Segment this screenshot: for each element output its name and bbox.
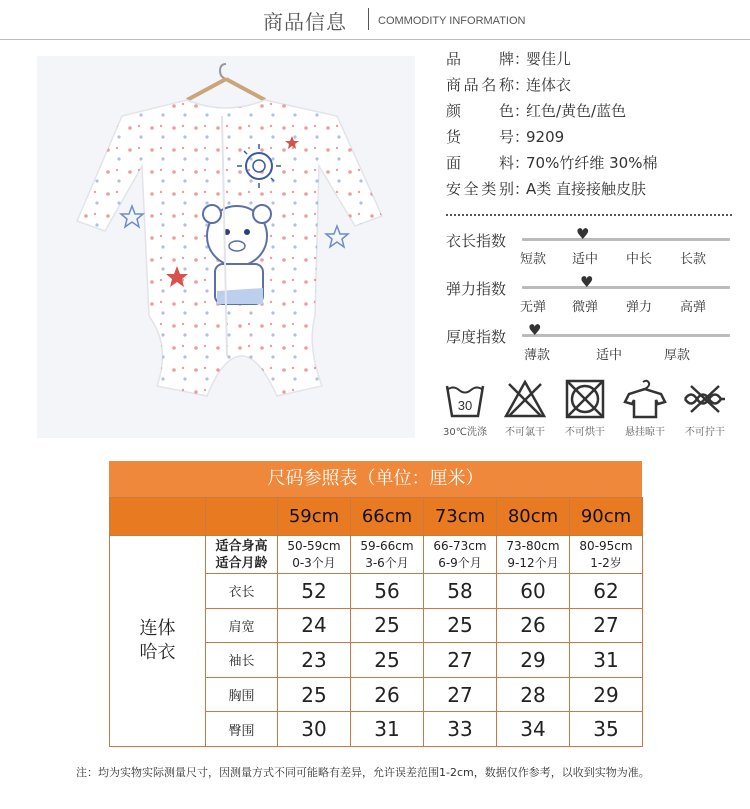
size-header-row [110,498,643,536]
age-label: 适合月龄 [215,555,268,571]
heart-icon: ♥ [528,321,542,339]
measure-value: 26 [497,608,570,643]
size-header: 90cm [570,498,643,536]
height-label: 适合身高 [215,538,268,554]
age-range: 9-12个月 [507,555,559,570]
no-tumble-dry-icon [560,378,610,438]
height-range: 66-73cm [433,538,487,553]
measure-label: 肩宽 [206,608,278,643]
info-row-safety: 安全类别：A类 直接接触皮肤 [446,180,647,198]
scale-option: 短款 [520,252,547,267]
scale-track [522,238,730,241]
measure-value: 24 [278,608,351,643]
measure-value: 28 [497,677,570,712]
measure-value: 30 [278,712,351,747]
measure-value: 23 [278,643,351,678]
info-label: 商品名称 [446,76,514,94]
scale-label: 衣长指数 [446,232,507,250]
scale-track [522,286,730,289]
length-scale [446,225,736,270]
fit-label-cell [206,536,278,574]
measure-value: 25 [351,608,424,643]
info-label: 货 号 [446,128,514,146]
scale-option: 薄款 [524,348,551,363]
elasticity-scale [446,273,736,318]
scale-option: 厚款 [664,348,691,363]
measure-value: 58 [424,574,497,609]
fit-cell [278,536,351,574]
scale-label: 厚度指数 [446,328,507,346]
care-label: 悬挂晾干 [625,427,665,438]
measure-value: 26 [351,677,424,712]
no-bleach-icon [500,378,550,438]
info-value: 9209 [526,128,565,146]
age-range: 1-2岁 [590,555,622,570]
measure-value: 27 [424,643,497,678]
measure-value: 25 [351,643,424,678]
size-table-title: 尺码参照表（单位：厘米） [109,461,642,497]
age-range: 6-9个月 [438,555,482,570]
fit-row [110,536,643,574]
measure-value: 35 [570,712,643,747]
heart-icon: ♥ [580,273,594,291]
info-value: 连体衣 [526,76,572,94]
info-row-sku: 货 号：9209 [446,128,565,146]
info-value: 红色/黄色/蓝色 [526,102,627,120]
scale-option: 微弹 [572,300,599,315]
product-type-cell [110,536,206,747]
info-label: 安全类别 [446,180,514,198]
fit-cell [497,536,570,574]
measure-value: 25 [278,677,351,712]
header-blank-cell [206,498,278,536]
size-header: 59cm [278,498,351,536]
care-label: 不可烘干 [565,427,605,438]
scale-track [522,334,730,337]
product-photo [37,56,415,438]
product-type: 连体 哈衣 [139,617,176,663]
fit-cell [424,536,497,574]
measure-value: 52 [278,574,351,609]
scale-option: 长款 [680,252,707,267]
section-title-en: COMMODITY INFORMATION [378,15,526,27]
info-row-name: 商品名称：连体衣 [446,76,572,94]
section-title-cn: 商品信息 [263,10,347,34]
measurement-note: 注：均为实物实际测量尺寸，因测量方式不同可能略有差异，允许误差范围1-2cm，数据仅作参考，以收到实物为准。 [76,766,650,779]
scale-option: 高弹 [680,300,707,315]
height-range: 80-95cm [579,538,633,553]
size-header: 73cm [424,498,497,536]
size-header: 80cm [497,498,570,536]
fit-cell [570,536,643,574]
measure-label: 衣长 [206,574,278,609]
measure-label: 袖长 [206,643,278,678]
scale-option: 中长 [626,252,653,267]
scale-option: 无弹 [520,300,547,315]
info-row-fabric: 面 料：70%竹纤维 30%棉 [446,154,658,172]
measure-label: 胸围 [206,677,278,712]
fit-cell [351,536,424,574]
measure-value: 29 [570,677,643,712]
info-label: 面 料 [446,154,514,172]
info-value: 婴佳儿 [526,50,572,68]
scale-label: 弹力指数 [446,280,507,298]
care-label: 不可拧干 [685,427,725,438]
heart-icon: ♥ [576,225,590,243]
measure-value: 56 [351,574,424,609]
section-header [0,0,750,40]
header-divider [368,8,369,30]
scale-option: 适中 [572,252,599,267]
age-range: 0-3个月 [292,555,336,570]
scale-option: 弹力 [626,300,653,315]
care-label: 30℃洗涤 [443,427,487,438]
measure-value: 31 [351,712,424,747]
thickness-scale [446,321,736,366]
measure-value: 33 [424,712,497,747]
size-grid [109,497,643,747]
no-wring-icon [680,378,730,438]
measure-value: 60 [497,574,570,609]
measure-value: 34 [497,712,570,747]
hang-dry-icon [620,378,670,438]
age-range: 3-6个月 [365,555,409,570]
info-label: 颜 色 [446,102,514,120]
measure-value: 25 [424,608,497,643]
info-row-brand: 品 牌：婴佳儿 [446,50,572,68]
header-blank-cell [110,498,206,536]
height-range: 73-80cm [506,538,560,553]
scale-option: 适中 [596,348,623,363]
height-range: 59-66cm [360,538,414,553]
size-header: 66cm [351,498,424,536]
care-label: 不可氯干 [505,427,545,438]
measure-label: 臀围 [206,712,278,747]
info-value: A类 直接接触皮肤 [526,180,647,198]
info-value: 70%竹纤维 30%棉 [526,154,658,172]
measure-value: 62 [570,574,643,609]
measure-value: 31 [570,643,643,678]
wash-30-icon [440,378,490,438]
wash-temp: 30 [457,398,473,413]
measure-value: 29 [497,643,570,678]
measure-value: 27 [570,608,643,643]
dotted-divider [446,214,732,216]
height-range: 50-59cm [287,538,341,553]
measure-value: 27 [424,677,497,712]
info-row-color: 颜 色：红色/黄色/蓝色 [446,102,627,120]
info-label: 品 牌 [446,50,514,68]
